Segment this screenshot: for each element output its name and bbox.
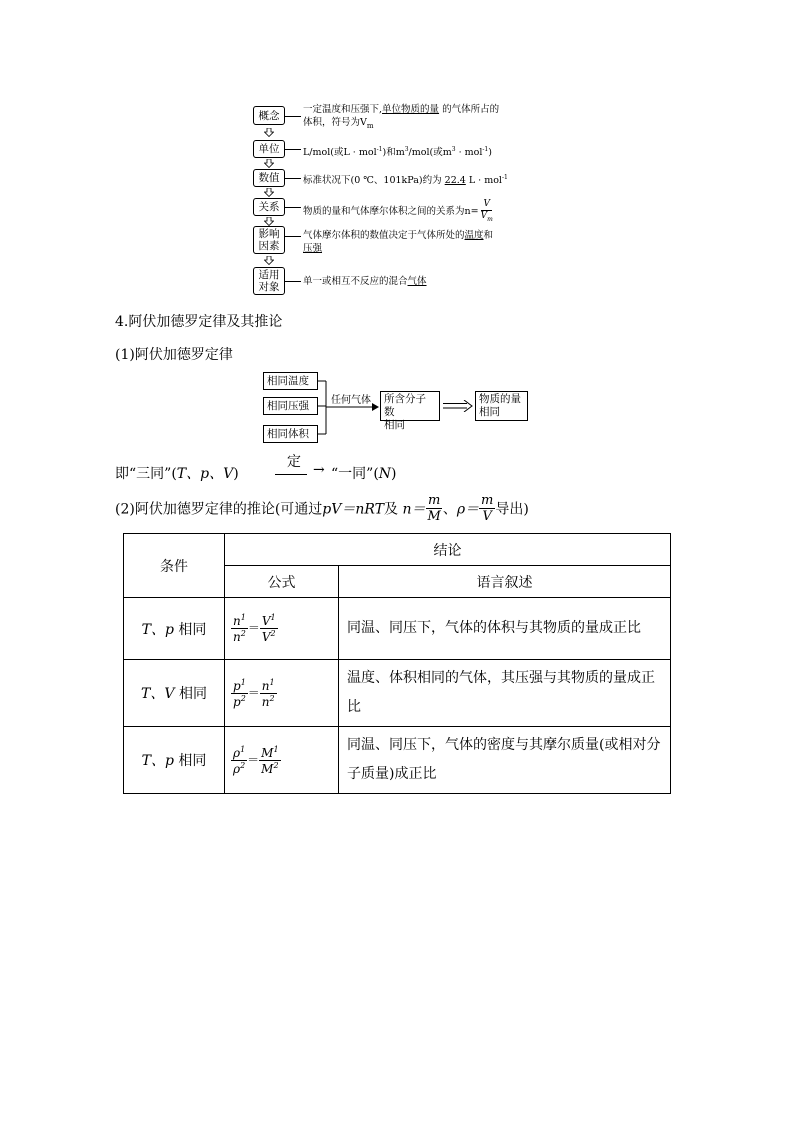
desc-underlined: 压强 bbox=[303, 243, 323, 254]
section-title: 4.阿伏加德罗定律及其推论 bbox=[115, 314, 283, 330]
f-var: n bbox=[233, 614, 241, 628]
down-arrow-icon bbox=[264, 256, 274, 265]
row-statement: 同温、同压下，气体的密度与其摩尔质量(或相对分子质量)成正比 bbox=[339, 727, 671, 794]
cond-vars: T、V bbox=[141, 686, 175, 702]
header-condition: 条件 bbox=[124, 534, 225, 598]
middle-box bbox=[380, 391, 440, 431]
row-formula: $\frac{n^1}{n^2}$ ＝ $\frac{V^1}{V^2}$ bbox=[225, 598, 339, 660]
summary-text: ) bbox=[391, 466, 397, 482]
f-var: ρ bbox=[233, 761, 241, 776]
header-conclusion: 结论 bbox=[225, 534, 671, 566]
right-arrow-icon: → bbox=[313, 462, 325, 478]
summary-line bbox=[115, 453, 435, 489]
f-var: V bbox=[261, 630, 271, 644]
condition-box-volume bbox=[263, 425, 318, 443]
desc-text: 和 bbox=[483, 230, 494, 241]
ding-label: 定 bbox=[287, 454, 301, 470]
flow-label: 数值 bbox=[258, 172, 280, 184]
f-var: p bbox=[233, 694, 241, 709]
summary-text: ) bbox=[233, 466, 239, 482]
f-var: ρ bbox=[233, 745, 241, 760]
connector-line bbox=[285, 116, 301, 117]
flow-desc-concept bbox=[303, 103, 499, 133]
desc-text: 气体摩尔体积的数值决定于气体所处的 bbox=[303, 230, 465, 241]
flow-desc-scope bbox=[303, 275, 427, 288]
desc-line2: 体积，符号为$V_m$ bbox=[303, 117, 374, 130]
desc-underlined: 气体 bbox=[407, 276, 427, 287]
box-text: 所含分子数 bbox=[384, 393, 426, 418]
flow-label: 影响 bbox=[258, 228, 280, 240]
down-arrow-icon bbox=[264, 159, 274, 168]
brace-connector bbox=[318, 370, 380, 446]
desc-text: 一定温度和压强下, bbox=[303, 104, 383, 115]
flow-label: 适用 bbox=[258, 269, 280, 281]
flow-box-concept bbox=[253, 106, 285, 125]
flow-box-value bbox=[253, 169, 285, 187]
cond-text: 相同 bbox=[173, 621, 207, 638]
flow-label: 因素 bbox=[258, 240, 280, 252]
flow-label: 对象 bbox=[258, 281, 280, 293]
double-arrow-icon bbox=[443, 400, 473, 412]
box-text: 相同体积 bbox=[267, 428, 309, 440]
f-var: M bbox=[261, 745, 274, 760]
desc-text: 标准状况下(0 ℃、101kPa)约为 bbox=[303, 175, 445, 187]
row-statement: 温度、体积相同的气体，其压强与其物质的量成正比 bbox=[339, 660, 671, 727]
flow-label: 单位 bbox=[258, 143, 280, 155]
sub2-formula: pV＝nRT bbox=[322, 501, 385, 518]
right-box bbox=[475, 391, 528, 421]
table-row bbox=[124, 727, 671, 794]
m-over-V-fraction: $\frac{m}{V}$ bbox=[481, 493, 494, 524]
row-formula: $\frac{\rho^1}{\rho^2}$ ＝ $\frac{M^1}{M^2}$ bbox=[225, 727, 339, 794]
header-formula: 公式 bbox=[225, 566, 339, 598]
box-text: 相同温度 bbox=[267, 375, 309, 387]
summary-var-n: N bbox=[378, 466, 392, 482]
row-formula: $\frac{p^1}{p^2}$ ＝ $\frac{n^1}{n^2}$ bbox=[225, 660, 339, 727]
down-arrow-icon bbox=[264, 188, 274, 197]
down-arrow-icon bbox=[264, 128, 274, 137]
subsection-title-1: (1)阿伏加德罗定律 bbox=[115, 347, 233, 363]
box-text: 相同 bbox=[479, 406, 500, 418]
header-statement: 语言叙述 bbox=[339, 566, 671, 598]
connector-line bbox=[285, 236, 301, 237]
cond-text: 相同 bbox=[174, 686, 207, 702]
desc-underlined: 22.4 bbox=[444, 175, 466, 187]
cond-vars: T、p bbox=[141, 621, 174, 638]
summary-text: “一同”( bbox=[331, 466, 379, 482]
f-var: n bbox=[261, 694, 270, 709]
table-row bbox=[124, 660, 671, 727]
row-condition bbox=[124, 727, 225, 794]
flow-desc-unit: L/mol(或L · mol$^{-1}$)和$m^3/mol$(或$m^3 \cdot mol^{-1}$) bbox=[303, 146, 492, 159]
flow-desc-factors bbox=[303, 229, 493, 255]
connector-line bbox=[285, 281, 301, 282]
desc-text: 的气体所占的 bbox=[439, 104, 500, 115]
connector-line bbox=[285, 207, 301, 208]
sub2-text: (2)阿伏加德罗定律的推论(可通过 bbox=[115, 501, 323, 518]
table-row bbox=[124, 598, 671, 660]
flow-box-unit bbox=[253, 140, 285, 158]
ding-line bbox=[275, 474, 307, 475]
f-var: V bbox=[261, 614, 271, 628]
flow-desc-relation bbox=[303, 200, 495, 223]
condition-box-temperature bbox=[263, 372, 318, 390]
summary-vars: T、p、V bbox=[176, 466, 234, 482]
subsection-title-2: (2)阿伏加德罗定律的推论(可通过pV＝nRT及 n＝ $\frac{m}{M}$ 、ρ＝ $\frac{m}{V}$ 导出) bbox=[115, 493, 529, 524]
f-var: n bbox=[261, 678, 270, 693]
arrow-label: 任何气体 bbox=[331, 395, 371, 406]
summary-text: 即“三同”( bbox=[115, 466, 177, 482]
box-text: 相同压强 bbox=[267, 400, 309, 412]
f-var: n bbox=[233, 630, 241, 644]
row-condition bbox=[124, 660, 225, 727]
m-over-M-fraction: $\frac{m}{M}$ bbox=[427, 493, 441, 524]
box-text: 物质的量 bbox=[479, 393, 521, 405]
flow-label: 概念 bbox=[258, 109, 280, 122]
flow-desc-value: 标准状况下(0 ℃、101kPa)约为 22.4 L · mol$^{-1}$ bbox=[303, 174, 508, 187]
desc-underlined: 单位物质的量 bbox=[382, 104, 440, 115]
desc-text: 物质的量和气体摩尔体积之间的关系为n= bbox=[303, 205, 479, 217]
row-condition bbox=[124, 598, 225, 660]
desc-underlined: 温度 bbox=[464, 230, 484, 241]
flow-label: 关系 bbox=[258, 201, 280, 213]
condition-box-pressure bbox=[263, 397, 318, 415]
sub2-text: 及 bbox=[384, 501, 399, 518]
corollary-table bbox=[123, 533, 671, 794]
cond-vars: T、p bbox=[141, 753, 174, 769]
vm-fraction: $\frac{V}{V_m}$ bbox=[480, 199, 493, 223]
cond-text: 相同 bbox=[173, 753, 207, 769]
desc-text: 单一或相互不反应的混合 bbox=[303, 276, 408, 287]
row-statement: 同温、同压下，气体的体积与其物质的量成正比 bbox=[339, 598, 671, 660]
connector-line bbox=[285, 178, 301, 179]
flow-box-factors bbox=[253, 226, 285, 254]
down-arrow-icon bbox=[264, 217, 274, 226]
sub2-text: 导出) bbox=[495, 501, 529, 518]
flow-box-relation bbox=[253, 198, 285, 216]
connector-line bbox=[285, 149, 301, 150]
f-var: p bbox=[233, 678, 241, 693]
box-text: 相同 bbox=[384, 419, 405, 431]
f-var: M bbox=[261, 761, 274, 776]
flow-box-scope bbox=[253, 267, 285, 295]
